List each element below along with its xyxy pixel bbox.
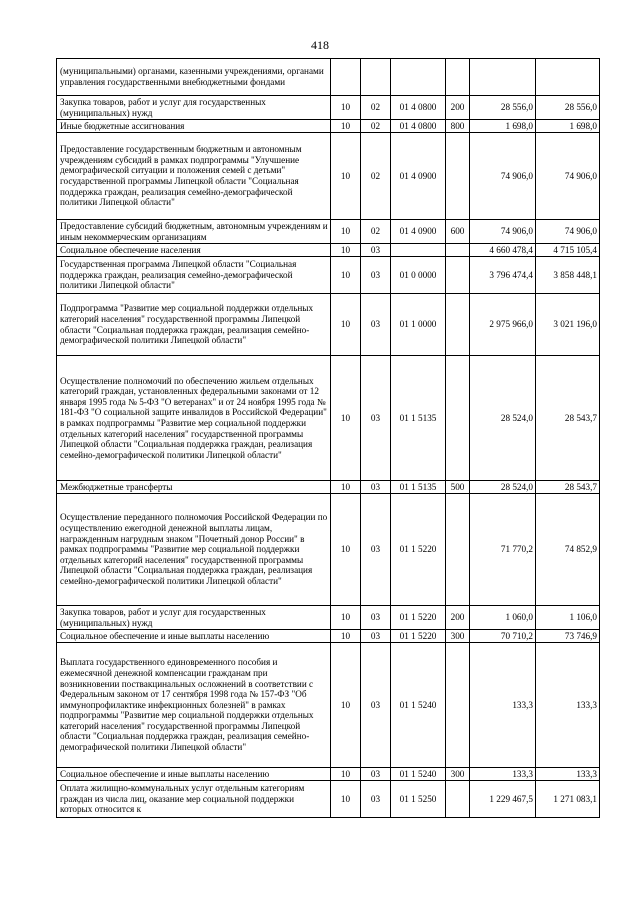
table-row	[57, 494, 600, 606]
section-code-cell: 10	[331, 781, 361, 818]
target-article-cell	[391, 244, 446, 257]
amount-year2-cell: 73 746,9	[536, 630, 600, 643]
target-article-cell: 01 1 0000	[391, 294, 446, 356]
amount-year1-cell: 28 556,0	[470, 96, 536, 120]
section-code-cell: 10	[331, 294, 361, 356]
section-code-cell: 10	[331, 481, 361, 494]
subsection-code-cell: 02	[361, 96, 391, 120]
amount-year1-cell	[470, 59, 536, 96]
expense-kind-cell: 600	[446, 220, 470, 244]
amount-year1-cell: 3 796 474,4	[470, 257, 536, 294]
subsection-code-cell	[361, 59, 391, 96]
table-row	[57, 244, 600, 257]
target-article-cell: 01 4 0900	[391, 133, 446, 220]
amount-year2-cell: 28 543,7	[536, 356, 600, 481]
subsection-code-cell: 03	[361, 781, 391, 818]
section-code-cell: 10	[331, 257, 361, 294]
row-name-cell: Подпрограмма "Развитие мер социальной поддержки отдельных категорий населения" государственной программы Липецкой области "Социальная поддержка граждан, реализация семейно-демографической политики Липецкой области"	[57, 294, 331, 356]
row-name-cell: Предоставление государственным бюджетным и автономным учреждениям субсидий в рамках подпрограммы "Улучшение демографической ситуации и положения семей с детьми" государственной программы Липецкой области "Социальная поддержка граждан, реализация семейно-демографической политики Липецкой области"	[57, 133, 331, 220]
expense-kind-cell	[446, 244, 470, 257]
target-article-cell: 01 0 0000	[391, 257, 446, 294]
amount-year2-cell: 1 106,0	[536, 606, 600, 630]
amount-year1-cell: 1 229 467,5	[470, 781, 536, 818]
row-name-cell: Государственная программа Липецкой области "Социальная поддержка граждан, реализация семейно-демографической политики Липецкой области"	[57, 257, 331, 294]
expense-kind-cell: 200	[446, 606, 470, 630]
expense-kind-cell	[446, 643, 470, 768]
target-article-cell: 01 1 5220	[391, 606, 446, 630]
budget-table	[56, 58, 600, 818]
amount-year2-cell: 133,3	[536, 768, 600, 781]
amount-year2-cell: 74 906,0	[536, 133, 600, 220]
subsection-code-cell: 03	[361, 606, 391, 630]
page-number: 418	[311, 38, 329, 52]
row-name-cell: Выплата государственного единовременного пособия и ежемесячной денежной компенсации гражданам при возникновении поствакцинальных осложнений в соответствии с Федеральным законом от 17 сентября 1998 года № 157-ФЗ "Об иммунопрофилактике инфекционных болезней" в рамках подпрограммы "Развитие мер социальной поддержки отдельных категорий населения" государственной программы Липецкой области "Социальная поддержка граждан, реализация семейно-демографической политики Липецкой области"	[57, 643, 331, 768]
section-code-cell: 10	[331, 643, 361, 768]
row-name-cell: (муниципальными) органами, казенными учреждениями, органами управления государственными внебюджетными фондами	[57, 59, 331, 96]
row-name-cell: Предоставление субсидий бюджетным, автономным учреждениям и иным некоммерческим организациям	[57, 220, 331, 244]
subsection-code-cell: 03	[361, 494, 391, 606]
section-code-cell: 10	[331, 96, 361, 120]
amount-year1-cell: 2 975 966,0	[470, 294, 536, 356]
amount-year2-cell: 133,3	[536, 643, 600, 768]
amount-year2-cell: 1 271 083,1	[536, 781, 600, 818]
table-row	[57, 220, 600, 244]
expense-kind-cell	[446, 356, 470, 481]
target-article-cell: 01 1 5135	[391, 481, 446, 494]
amount-year1-cell: 28 524,0	[470, 356, 536, 481]
section-code-cell: 10	[331, 120, 361, 133]
subsection-code-cell: 03	[361, 244, 391, 257]
target-article-cell: 01 1 5220	[391, 630, 446, 643]
amount-year1-cell: 1 698,0	[470, 120, 536, 133]
table-row	[57, 606, 600, 630]
subsection-code-cell: 03	[361, 630, 391, 643]
subsection-code-cell: 03	[361, 481, 391, 494]
table-row	[57, 781, 600, 818]
table-row	[57, 96, 600, 120]
subsection-code-cell: 03	[361, 768, 391, 781]
amount-year1-cell: 133,3	[470, 768, 536, 781]
table-row	[57, 257, 600, 294]
row-name-cell: Осуществление переданного полномочия Российской Федерации по осуществлению ежегодной денежной выплаты лицам, награжденным нагрудным знаком "Почетный донор России" в рамках подпрограммы "Развитие мер социальной поддержки отдельных категорий населения" государственной программы Липецкой области "Социальная поддержка граждан, реализация семейно-демографической политики Липецкой области"	[57, 494, 331, 606]
subsection-code-cell: 02	[361, 133, 391, 220]
row-name-cell: Социальное обеспечение и иные выплаты населению	[57, 630, 331, 643]
section-code-cell: 10	[331, 494, 361, 606]
amount-year2-cell	[536, 59, 600, 96]
row-name-cell: Социальное обеспечение и иные выплаты населению	[57, 768, 331, 781]
table-row	[57, 59, 600, 96]
amount-year2-cell: 3 858 448,1	[536, 257, 600, 294]
row-name-cell: Осуществление полномочий по обеспечению жильем отдельных категорий граждан, установленных федеральными законами от 12 января 1995 года № 5-ФЗ "О ветеранах" и от 24 ноября 1995 года № 181-ФЗ "О социальной защите инвалидов в Российской Федерации" в рамках подпрограммы "Развитие мер социальной поддержки отдельных категорий населения" государственной программы Липецкой области "Социальная поддержка граждан, реализация семейно-демографической политики Липецкой области"	[57, 356, 331, 481]
target-article-cell: 01 4 0900	[391, 220, 446, 244]
section-code-cell: 10	[331, 220, 361, 244]
section-code-cell: 10	[331, 244, 361, 257]
table-row	[57, 133, 600, 220]
amount-year2-cell: 74 852,9	[536, 494, 600, 606]
expense-kind-cell	[446, 257, 470, 294]
subsection-code-cell: 02	[361, 120, 391, 133]
expense-kind-cell: 300	[446, 630, 470, 643]
row-name-cell: Закупка товаров, работ и услуг для государственных (муниципальных) нужд	[57, 606, 331, 630]
target-article-cell: 01 1 5250	[391, 781, 446, 818]
row-name-cell: Социальное обеспечение населения	[57, 244, 331, 257]
amount-year1-cell: 133,3	[470, 643, 536, 768]
table-row	[57, 481, 600, 494]
table-row	[57, 120, 600, 133]
amount-year2-cell: 1 698,0	[536, 120, 600, 133]
table-row	[57, 356, 600, 481]
expense-kind-cell: 300	[446, 768, 470, 781]
row-name-cell: Закупка товаров, работ и услуг для государственных (муниципальных) нужд	[57, 96, 331, 120]
amount-year2-cell: 4 715 105,4	[536, 244, 600, 257]
amount-year2-cell: 28 543,7	[536, 481, 600, 494]
amount-year1-cell: 74 906,0	[470, 220, 536, 244]
subsection-code-cell: 03	[361, 294, 391, 356]
amount-year1-cell: 4 660 478,4	[470, 244, 536, 257]
expense-kind-cell	[446, 59, 470, 96]
target-article-cell: 01 4 0800	[391, 120, 446, 133]
section-code-cell: 10	[331, 133, 361, 220]
subsection-code-cell: 03	[361, 643, 391, 768]
target-article-cell: 01 1 5240	[391, 768, 446, 781]
row-name-cell: Межбюджетные трансферты	[57, 481, 331, 494]
amount-year2-cell: 3 021 196,0	[536, 294, 600, 356]
subsection-code-cell: 02	[361, 220, 391, 244]
table-row	[57, 643, 600, 768]
expense-kind-cell	[446, 294, 470, 356]
amount-year1-cell: 1 060,0	[470, 606, 536, 630]
amount-year2-cell: 28 556,0	[536, 96, 600, 120]
expense-kind-cell: 800	[446, 120, 470, 133]
target-article-cell	[391, 59, 446, 96]
amount-year1-cell: 74 906,0	[470, 133, 536, 220]
section-code-cell: 10	[331, 630, 361, 643]
section-code-cell: 10	[331, 768, 361, 781]
row-name-cell: Оплата жилищно-коммунальных услуг отдельным категориям граждан из числа лиц, оказание мер социальной поддержки которых относится к	[57, 781, 331, 818]
table-row	[57, 630, 600, 643]
section-code-cell: 10	[331, 356, 361, 481]
table-row	[57, 768, 600, 781]
expense-kind-cell: 500	[446, 481, 470, 494]
section-code-cell: 10	[331, 606, 361, 630]
row-name-cell: Иные бюджетные ассигнования	[57, 120, 331, 133]
amount-year1-cell: 28 524,0	[470, 481, 536, 494]
expense-kind-cell	[446, 781, 470, 818]
expense-kind-cell: 200	[446, 96, 470, 120]
expense-kind-cell	[446, 133, 470, 220]
amount-year1-cell: 71 770,2	[470, 494, 536, 606]
amount-year1-cell: 70 710,2	[470, 630, 536, 643]
target-article-cell: 01 1 5135	[391, 356, 446, 481]
expense-kind-cell	[446, 494, 470, 606]
target-article-cell: 01 4 0800	[391, 96, 446, 120]
target-article-cell: 01 1 5240	[391, 643, 446, 768]
table-row	[57, 294, 600, 356]
budget-table-body	[57, 59, 600, 818]
section-code-cell	[331, 59, 361, 96]
subsection-code-cell: 03	[361, 257, 391, 294]
target-article-cell: 01 1 5220	[391, 494, 446, 606]
subsection-code-cell: 03	[361, 356, 391, 481]
amount-year2-cell: 74 906,0	[536, 220, 600, 244]
